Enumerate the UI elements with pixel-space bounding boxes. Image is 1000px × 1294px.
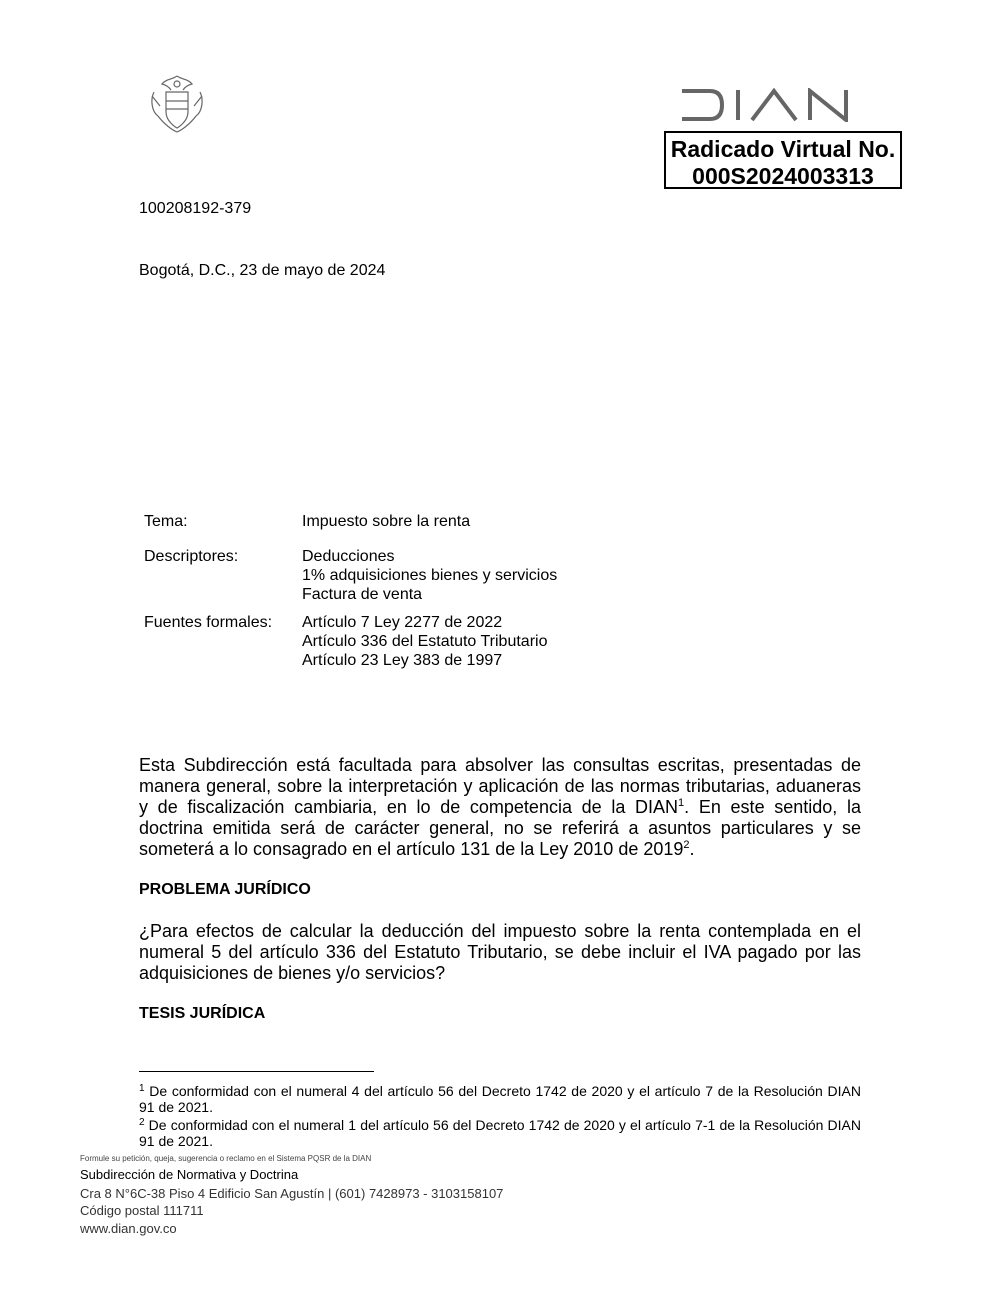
pqrs-note: Formule su petición, queja, sugerencia o reclamo en el Sistema PQSR de la DIAN: [80, 1154, 372, 1163]
footnote-number: 1: [139, 1083, 145, 1094]
problema-heading: PROBLEMA JURÍDICO: [139, 881, 311, 898]
tema-value: [302, 512, 470, 531]
colombia-coat-of-arms-icon: [144, 72, 210, 138]
fuente-item: Artículo 336 del Estatuto Tributario: [302, 633, 548, 650]
tema-label: Tema:: [144, 513, 188, 530]
footnote-text: De conformidad con el numeral 4 del artículo 56 del Decreto 1742 de 2020 y el artículo 7 de la Resolución DIAN 91 de 2021.: [139, 1083, 861, 1115]
radicado-number: 000S2024003313: [692, 163, 874, 189]
footnote-2: [139, 1117, 861, 1149]
descriptores-label: Descriptores:: [144, 548, 239, 565]
descriptor-item: 1% adquisiciones bienes y servicios: [302, 567, 558, 584]
fuentes-label: Fuentes formales:: [144, 614, 273, 631]
fuentes-list: [302, 613, 547, 670]
footnote-number: 2: [139, 1117, 145, 1128]
tema-value-text: Impuesto sobre la renta: [302, 513, 471, 530]
dian-logo: [678, 88, 862, 122]
city-date: Bogotá, D.C., 23 de mayo de 2024: [139, 262, 386, 279]
intro-text-c: .: [689, 839, 695, 859]
tesis-heading: TESIS JURÍDICA: [139, 1005, 266, 1022]
footnote-divider: [139, 1071, 374, 1072]
footer-office: Subdirección de Normativa y Doctrina: [80, 1167, 299, 1182]
intro-paragraph: [139, 755, 861, 860]
descriptor-item: Deducciones: [302, 548, 395, 565]
radicado-label: Radicado Virtual No.: [670, 136, 896, 162]
footer-website-link[interactable]: www.dian.gov.co: [80, 1221, 177, 1236]
descriptores-list: [302, 547, 557, 604]
intro-text-b: . En este sentido, la doctrina emitida será de carácter general, no se referirá a asuntos particulares y se someterá a lo consagrado en el artículo 131 de la Ley 2010 de 2019: [139, 797, 861, 859]
footnote-ref-1[interactable]: 1: [678, 797, 685, 809]
footnote-text: De conformidad con el numeral 1 del artículo 56 del Decreto 1742 de 2020 y el artículo 7-1 de la Resolución DIAN 91 de 2021.: [139, 1117, 861, 1149]
footnote-1: [139, 1083, 861, 1115]
reference-number: 100208192-379: [139, 200, 252, 217]
footer-postal: Código postal 111711: [80, 1203, 204, 1218]
radicado-box: [664, 131, 902, 189]
intro-text-a: Esta Subdirección está facultada para absolver las consultas escritas, presentadas de manera general, sobre la interpretación y aplicación de las normas tributarias, aduaneras y de fiscalización cambiaria, en lo de competencia de la DIAN: [139, 755, 861, 817]
problema-paragraph: ¿Para efectos de calcular la deducción del impuesto sobre la renta contemplada en el numeral 5 del artículo 336 del Estatuto Tributario, se debe incluir el IVA pagado por las adquisiciones de bienes y/o servicios?: [139, 921, 861, 983]
fuente-item: Artículo 7 Ley 2277 de 2022: [302, 614, 503, 631]
descriptor-item: Factura de venta: [302, 586, 423, 603]
fuente-item: Artículo 23 Ley 383 de 1997: [302, 652, 503, 669]
footer-address: Cra 8 N°6C-38 Piso 4 Edificio San Agustín | (601) 7428973 - 3103158107: [80, 1186, 504, 1201]
footnote-ref-2[interactable]: 2: [683, 839, 690, 851]
